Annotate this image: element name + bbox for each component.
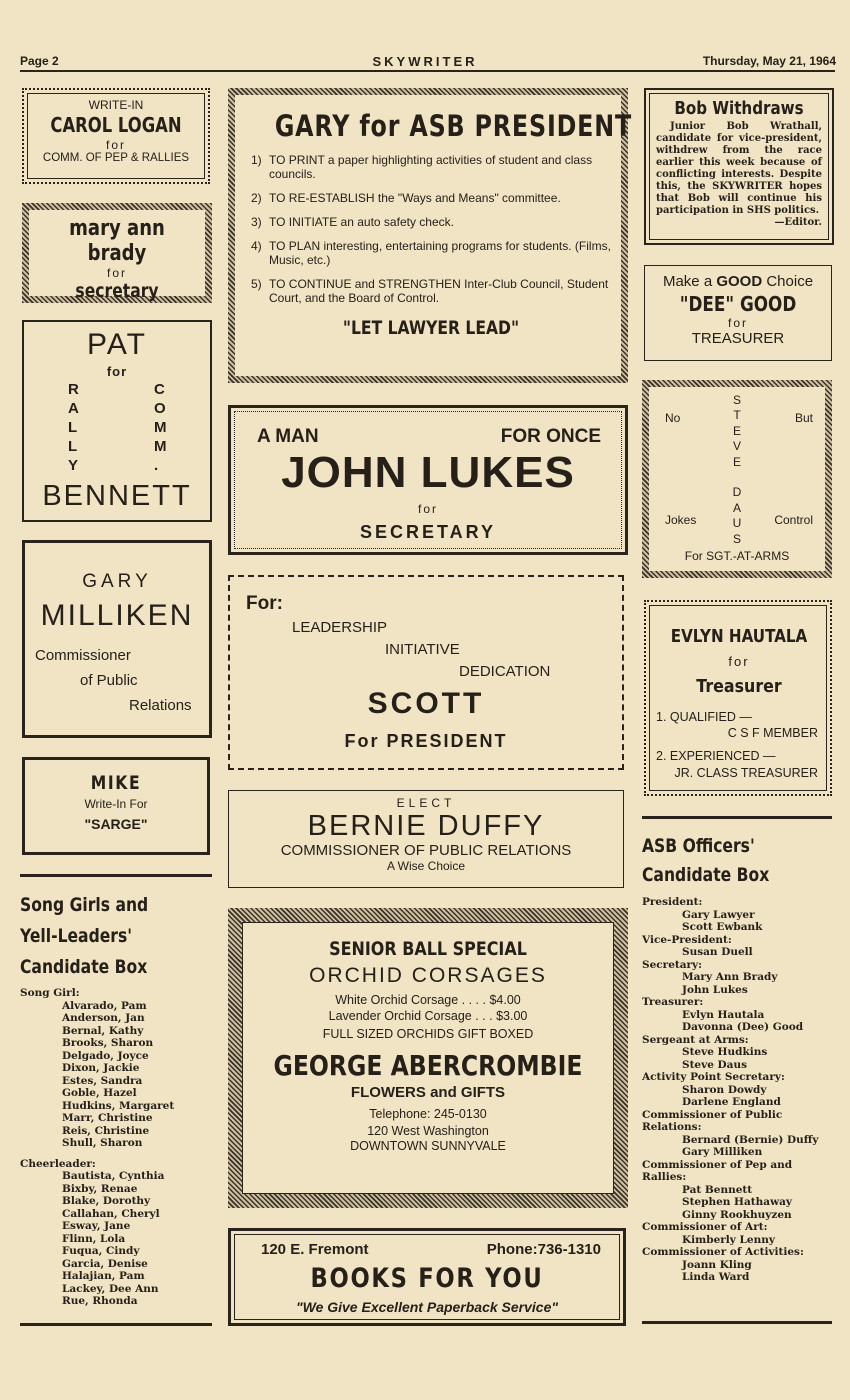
ad-george-abercrombie — [228, 908, 628, 1208]
office-label: Secretary: — [642, 958, 703, 971]
shop-city: DOWNTOWN SUNNYVALE — [350, 1139, 506, 1153]
for-label: For: — [246, 593, 283, 614]
list-item: Gary Milliken — [682, 1146, 763, 1158]
shop-name: GEORGE ABERCROMBIE — [273, 1049, 583, 1082]
quality-3: DEDICATION — [459, 663, 551, 680]
ad-scott — [228, 575, 624, 770]
gift-note: FULL SIZED ORCHIDS GIFT BOXED — [322, 1027, 534, 1041]
list-item: Steve Hudkins — [682, 1046, 768, 1058]
elect-label: ELECT — [396, 796, 456, 810]
notice-signature: —Editor. — [774, 217, 822, 228]
list-item: Gary Lawyer — [682, 908, 755, 921]
ad-bernie-duffy — [228, 790, 624, 888]
office-label: Commissioner of Art: — [642, 1221, 768, 1233]
list-item: Flinn, Lola — [62, 1232, 126, 1245]
office-list — [642, 896, 834, 1284]
ad-gary-milliken — [22, 540, 212, 738]
song-box-top-rule — [20, 874, 212, 877]
ad-steve-daus — [642, 380, 832, 578]
list-item: Fuqua, Cindy — [62, 1245, 140, 1257]
word-jokes: Jokes — [665, 513, 697, 527]
song-girl-list — [20, 1000, 212, 1150]
list-item: Bernal, Kathy — [62, 1024, 144, 1037]
office-label: Treasurer — [696, 676, 782, 697]
platform-point: 2) TO RE-ESTABLISH the "Ways and Means" committee. — [251, 191, 561, 205]
ad-title: GARY for ASB PRESIDENT — [274, 109, 633, 143]
rally-letters: R A L L Y — [68, 381, 80, 474]
last-name: MILLIKEN — [40, 599, 194, 632]
tagline: A Wise Choice — [386, 859, 466, 873]
office-line-3: Relations — [129, 697, 192, 714]
office-line-2: of Public — [80, 672, 138, 689]
quality-2: INITIATIVE — [385, 641, 460, 658]
office-label: Activity Point Secretary: — [642, 1071, 785, 1083]
cheerleader-list — [20, 1170, 212, 1308]
store-name: BOOKS FOR YOU — [310, 1263, 544, 1294]
song-box-bottom-rule — [20, 1323, 212, 1326]
word-but: But — [794, 411, 813, 425]
issue-date: Thursday, May 21, 1964 — [702, 54, 836, 68]
list-item: Susan Duell — [682, 946, 753, 958]
shop-subtitle: FLOWERS and GIFTS — [350, 1084, 506, 1101]
list-item: Garcia, Denise — [62, 1257, 148, 1270]
song-girl-label: Song Girl: — [20, 987, 80, 999]
office-label: TREASURER — [691, 330, 785, 347]
name-letters: S T E V E D A U S — [732, 393, 742, 546]
office-label: For SGT.-AT-ARMS — [684, 549, 790, 563]
office-label: COMMISSIONER OF PUBLIC RELATIONS — [280, 842, 572, 859]
list-item: Bixby, Renae — [62, 1182, 138, 1195]
office-label: "SARGE" — [84, 816, 148, 832]
notice-title: Bob Withdraws — [674, 98, 804, 119]
list-item: Esway, Jane — [62, 1220, 131, 1232]
list-item: Brooks, Sharon — [62, 1037, 154, 1049]
list-item: Marr, Christine — [62, 1112, 153, 1124]
qualification-2-detail: JR. CLASS TREASURER — [674, 766, 818, 780]
office-label: Sergeant at Arms: — [642, 1033, 749, 1046]
office-label: Commissioner of Activities: — [642, 1246, 804, 1258]
song-girls-candidate-box — [20, 890, 212, 1308]
ad-evlyn-hautala — [644, 600, 832, 796]
office-label: Commissioner of Pep and Rallies: — [642, 1158, 793, 1183]
candidate-name: JOHN LUKES — [281, 448, 575, 497]
list-item: Halajian, Pam — [62, 1270, 145, 1282]
list-item: Lackey, Dee Ann — [62, 1282, 159, 1295]
list-item: Steve Daus — [682, 1058, 748, 1071]
notice-bob-withdraws — [644, 88, 834, 245]
office-label: Treasurer: — [642, 996, 704, 1008]
candidate-name: CAROL LOGAN — [50, 113, 182, 137]
for-label: for — [106, 266, 127, 280]
office-label: For PRESIDENT — [344, 731, 508, 751]
office-label: COMM. OF PEP & RALLIES — [42, 152, 190, 164]
platform-point: 3) TO INITIATE an auto safety check. — [251, 215, 454, 229]
write-in-label: Write-In For — [84, 797, 148, 811]
qualification-2: 2. EXPERIENCED — — [656, 749, 776, 763]
list-item: Joann Kling — [682, 1258, 752, 1271]
list-item: Kimberly Lenny — [682, 1233, 775, 1246]
right-tagline: FOR ONCE — [500, 426, 601, 447]
ad-john-lukes — [228, 405, 628, 555]
candidate-name: mary ann brady — [69, 216, 165, 266]
first-name: GARY — [82, 571, 152, 592]
store-slogan: "We Give Excellent Paperback Service" — [295, 1299, 559, 1315]
left-tagline: A MAN — [257, 426, 319, 447]
list-item: Sharon Dowdy — [682, 1083, 767, 1096]
candidate-name: SCOTT — [367, 687, 485, 720]
candidate-name: "DEE" GOOD — [679, 292, 797, 316]
ad-gary-asb-president — [228, 88, 633, 383]
list-item: Estes, Sandra — [62, 1074, 143, 1087]
list-item: Callahan, Cheryl — [62, 1207, 160, 1220]
ad-dee-good — [644, 265, 832, 361]
ad-pat-bennett — [22, 320, 212, 522]
list-item: Hudkins, Margaret — [62, 1099, 175, 1112]
for-label: for — [105, 138, 126, 152]
list-item: Bautista, Cynthia — [62, 1170, 165, 1182]
list-item: Pat Bennett — [682, 1183, 753, 1196]
asb-box-top-rule — [642, 816, 832, 819]
list-item: Rue, Rhonda — [62, 1295, 138, 1307]
candidate-name: BERNIE DUFFY — [307, 810, 545, 842]
list-item: Davonna (Dee) Good — [682, 1021, 804, 1033]
candidate-name: EVLYN HAUTALA — [670, 626, 808, 647]
list-item: Blake, Dorothy — [62, 1195, 151, 1207]
qualification-1-detail: C S F MEMBER — [727, 726, 818, 740]
list-item: Dixon, Jackie — [62, 1062, 140, 1074]
list-item: Darlene England — [682, 1096, 781, 1108]
office-line-1: Commissioner — [35, 647, 131, 664]
list-item: John Lukes — [682, 983, 748, 996]
first-name: PAT — [87, 328, 147, 361]
list-item: Alvarado, Pam — [62, 999, 147, 1012]
store-phone: Phone:736-1310 — [486, 1241, 601, 1258]
platform-point: 1) TO PRINT a paper highlighting activities of student and class councils. — [251, 153, 593, 181]
platform-point: 5) TO CONTINUE and STRENGTHEN Inter-Club Council, Student Court, and the Board of Control. — [251, 277, 609, 305]
price-row: White Orchid Corsage . . . . $4.00 — [335, 993, 521, 1007]
qualification-1: 1. QUALIFIED — — [656, 710, 752, 724]
office-label: Vice-President: — [642, 933, 732, 946]
tagline: Make a GOOD Choice — [662, 273, 814, 290]
ad-books-for-you — [228, 1228, 626, 1326]
ad-mike — [22, 757, 210, 855]
list-item: Bernard (Bernie) Duffy — [682, 1133, 819, 1146]
office-label: Commissioner of Public Relations: — [642, 1108, 783, 1133]
price-row: Lavender Orchid Corsage . . . $3.00 — [328, 1009, 528, 1023]
word-control: Control — [774, 513, 813, 527]
write-in-label: WRITE-IN — [88, 98, 144, 112]
list-item: Goble, Hazel — [62, 1087, 137, 1099]
box-title: Song Girls and Yell-Leaders' Candidate Box — [20, 894, 149, 978]
list-item: Ginny Rookhuyzen — [682, 1208, 792, 1221]
platform-list — [251, 153, 611, 305]
list-item: Stephen Hathaway — [682, 1196, 793, 1208]
for-label: for — [727, 316, 748, 330]
list-item: Anderson, Jan — [62, 1012, 145, 1024]
last-name: BENNETT — [42, 480, 192, 512]
asb-box-bottom-rule — [642, 1321, 832, 1324]
comm-letters: C O M M . — [154, 381, 167, 474]
header-rule — [20, 70, 835, 72]
ad-mary-ann-brady — [22, 203, 212, 303]
notice-body: Junior Bob Wrathall, candidate for vice-president, withdrew from the race earlier this week because of conflicting interests. Despite this, the SKYWRITER hopes that Bob will continue his participation in SHS politics. — [656, 121, 822, 216]
list-item: Evlyn Hautala — [682, 1008, 765, 1021]
list-item: Shull, Sharon — [62, 1137, 143, 1149]
store-address: 120 E. Fremont — [261, 1241, 369, 1258]
list-item: Reis, Christine — [62, 1124, 150, 1137]
price-list — [243, 992, 613, 1024]
sale-heading: SENIOR BALL SPECIAL — [329, 938, 527, 960]
office-label: SECRETARY — [359, 522, 496, 542]
asb-officers-candidate-box — [642, 832, 834, 1284]
list-item: Scott Ewbank — [682, 921, 763, 933]
candidate-name: MIKE — [90, 772, 142, 794]
list-item: Delgado, Joyce — [62, 1049, 149, 1062]
office-label: President: — [642, 896, 703, 908]
for-label: for — [417, 502, 438, 516]
list-item: Linda Ward — [682, 1271, 750, 1283]
slogan: "LET LAWYER LEAD" — [342, 317, 520, 339]
box-title: ASB Officers' Candidate Box — [642, 835, 770, 886]
office-label: secretary — [75, 280, 159, 302]
word-no: No — [665, 411, 681, 425]
shop-address: 120 West Washington — [367, 1124, 489, 1138]
ad-carol-logan — [22, 88, 210, 184]
product-heading: ORCHID CORSAGES — [309, 964, 547, 987]
page-number: Page 2 — [20, 54, 59, 68]
quality-1: LEADERSHIP — [292, 619, 388, 636]
cheerleader-label: Cheerleader: — [20, 1157, 96, 1170]
paper-name: SKYWRITER — [372, 54, 478, 69]
for-label: for — [728, 654, 750, 669]
platform-point: 4) TO PLAN interesting, entertaining programs for students. (Films, Music, etc.) — [251, 239, 611, 267]
shop-phone: Telephone: 245-0130 — [369, 1107, 487, 1121]
for-label: for — [106, 364, 128, 379]
list-item: Mary Ann Brady — [682, 971, 778, 983]
